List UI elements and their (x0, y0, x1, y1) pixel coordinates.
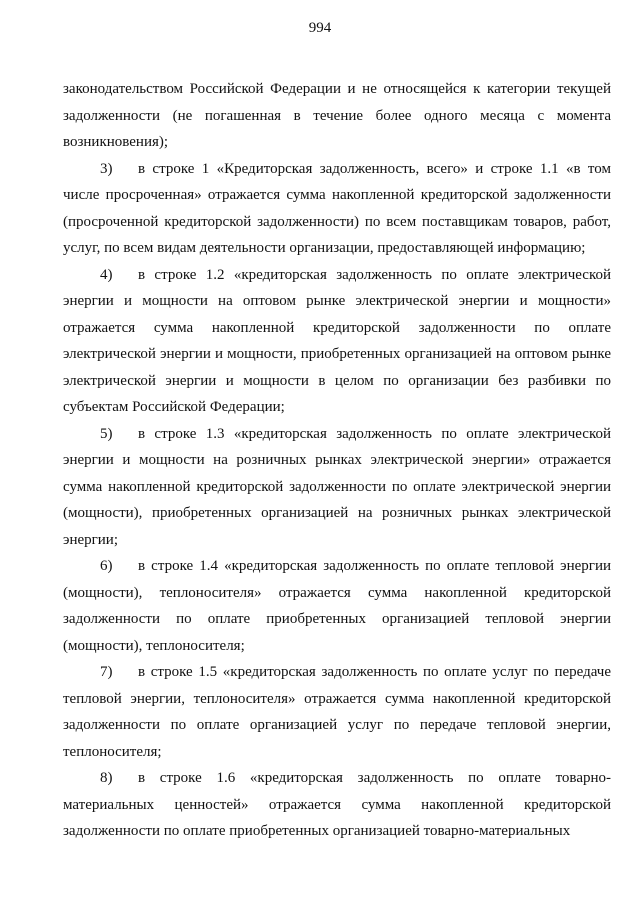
list-item-text: в строке 1.2 «кредиторская задолженность по оплате электрической энергии и мощности на оптовом рынке электрической энергии и мощности» отражается сумма накопленной кредиторской задолженности по оплате электрической энергии и мощности, приобретенных организацией на оптовом рынке электрической энергии и мощности в целом по организации без разбивки по субъектам Российской Федерации; (63, 266, 611, 415)
list-item-text: в строке 1.5 «кредиторская задолженность по оплате услуг по передаче тепловой энергии, теплоносителя» отражается сумма накопленной кредиторской задолженности по оплате организацией услуг по передаче тепловой энергии, теплоносителя; (63, 664, 611, 760)
list-item-marker: 3) (100, 160, 113, 177)
list-item-text: в строке 1.3 «кредиторская задолженность по оплате электрической энергии и мощности на розничных рынках электрической энергии» отражается сумма накопленной кредиторской задолженности по оплате электрической энергии (мощности), приобретенных организацией на розничных рынках электрической энергии; (63, 425, 611, 548)
list-item-8 (63, 765, 611, 845)
list-item-7 (63, 659, 611, 765)
list-item-text: в строке 1 «Кредиторская задолженность, всего» и строке 1.1 «в том числе просроченная» отражается сумма накопленной кредиторской задолженности (просроченной кредиторской задолженности) по всем поставщикам товаров, работ, услуг, по всем видам деятельности организации, предоставляющей информацию; (63, 160, 611, 256)
list-item-6 (63, 553, 611, 659)
list-item-marker: 5) (100, 425, 113, 442)
document-body (63, 76, 611, 845)
list-item-marker: 7) (100, 664, 113, 680)
list-item-text: в строке 1.6 «кредиторская задолженность по оплате товарно-материальных ценностей» отражается сумма накопленной кредиторской задолженности по оплате приобретенных организацией товарно-материальных (63, 770, 611, 839)
page-number: 994 (308, 20, 332, 36)
list-item-5 (63, 421, 611, 554)
list-item-marker: 4) (100, 266, 113, 283)
list-item-4 (63, 262, 611, 421)
list-item-3 (63, 156, 611, 262)
list-item-marker: 8) (100, 770, 113, 786)
paragraph-text: законодательством Российской Федерации и не относящейся к категории текущей задолженности (не погашенная в течение более одного месяца с момента возникновения); (63, 81, 611, 150)
list-item-marker: 6) (100, 558, 113, 574)
list-item-text: в строке 1.4 «кредиторская задолженность по оплате тепловой энергии (мощности), теплоносителя» отражается сумма накопленной кредиторской задолженности по оплате приобретенных организацией тепловой энергии (мощности), теплоносителя; (63, 558, 611, 654)
paragraph-continuation (63, 76, 611, 156)
